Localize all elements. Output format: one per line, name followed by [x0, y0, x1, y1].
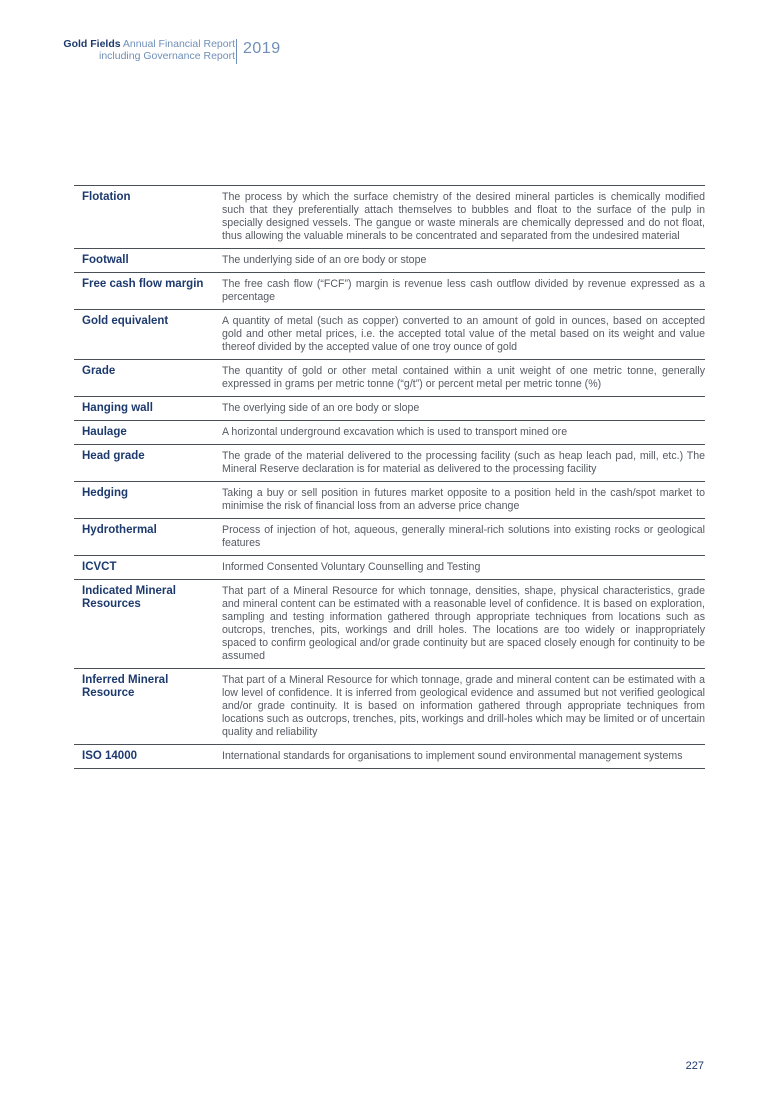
- glossary-row: [74, 669, 705, 745]
- glossary-definition: That part of a Mineral Resource for which tonnage, densities, shape, physical characteristics, grade and mineral content can be estimated with a reasonable level of confidence. It is based on exploration, sampling and testing information gathered through appropriate techniques from locations such as outcrops, trenches, pits, workings and drill holes. The locations are too widely or inappropriately spaced to confirm geological and/or grade continuity but are spaced closely enough for continuity to be assumed: [222, 585, 705, 662]
- glossary-term: Hedging: [82, 487, 128, 499]
- report-year: 2019: [243, 40, 281, 57]
- glossary-definition: The free cash flow (“FCF”) margin is revenue less cash outflow divided by revenue expressed as a percentage: [222, 278, 705, 303]
- glossary-term: Haulage: [82, 426, 127, 438]
- glossary-term: Hanging wall: [82, 402, 153, 414]
- glossary-term: Footwall: [82, 254, 129, 266]
- glossary-row: [74, 360, 705, 397]
- page-number: 227: [685, 1060, 704, 1072]
- glossary-row: [74, 310, 705, 360]
- glossary-definition: Process of injection of hot, aqueous, generally mineral-rich solutions into existing rocks or geological features: [222, 524, 705, 549]
- glossary-definition: Taking a buy or sell position in futures market opposite to a position held in the cash/spot market to minimise the risk of financial loss from an adverse price change: [222, 487, 705, 512]
- glossary-row: [74, 580, 705, 669]
- glossary-term: ICVCT: [82, 561, 117, 573]
- glossary-row: [74, 519, 705, 556]
- report-header: [60, 39, 280, 69]
- glossary-row: [74, 397, 705, 421]
- glossary-table: [74, 185, 705, 769]
- report-title-line2: including Governance Report: [99, 49, 235, 62]
- glossary-definition: Informed Consented Voluntary Counselling and Testing: [222, 561, 481, 573]
- glossary-row: [74, 186, 705, 249]
- glossary-term: Grade: [82, 365, 116, 377]
- glossary-row: [74, 482, 705, 519]
- glossary-row: [74, 249, 705, 273]
- header-divider: [236, 39, 237, 64]
- glossary-definition: The overlying side of an ore body or slope: [222, 402, 420, 414]
- glossary-definition: A quantity of metal (such as copper) converted to an amount of gold in ounces, based on accepted gold and other metal prices, i.e. the accepted total value of the metal based on its weight and value thereof divided by the accepted value of one troy ounce of gold: [222, 315, 705, 353]
- glossary-term: Inferred Mineral Resource: [82, 674, 169, 699]
- glossary-term: Flotation: [82, 191, 131, 203]
- glossary-term: Indicated Mineral Resources: [82, 585, 176, 610]
- brand-name: Gold Fields: [63, 38, 121, 50]
- glossary-definition: The underlying side of an ore body or stope: [222, 254, 427, 266]
- glossary-row: [74, 445, 705, 482]
- glossary-term: Free cash flow margin: [82, 278, 204, 290]
- glossary-definition: The quantity of gold or other metal contained within a unit weight of one metric tonne, generally expressed in grams per metric tonne (“g/t”) or percent metal per metric tonne (%): [222, 365, 705, 390]
- glossary-row: [74, 273, 705, 310]
- glossary-definition: International standards for organisations to implement sound environmental management systems: [222, 750, 683, 762]
- glossary-term: Head grade: [82, 450, 145, 462]
- glossary-row: [74, 745, 705, 769]
- glossary-term: ISO 14000: [82, 750, 137, 762]
- report-title-line1: Annual Financial Report: [120, 38, 235, 50]
- report-title: [63, 39, 235, 62]
- glossary-definition: The grade of the material delivered to the processing facility (such as heap leach pad, mill, etc.) The Mineral Reserve declaration is for material as delivered to the processing facility: [222, 450, 705, 475]
- glossary-term: Gold equivalent: [82, 315, 169, 327]
- glossary-row: [74, 421, 705, 445]
- glossary-definition: A horizontal underground excavation which is used to transport mined ore: [222, 426, 568, 438]
- glossary-row: [74, 556, 705, 580]
- glossary-definition: The process by which the surface chemistry of the desired mineral particles is chemically modified such that they preferentially attach themselves to bubbles and float to the surface of the pulp in specially designed vessels. The gangue or waste minerals are chemically depressed and do not float, thus allowing the valuable minerals to be concentrated and separated from the undesired material: [222, 191, 705, 242]
- glossary-definition: That part of a Mineral Resource for which tonnage, grade and mineral content can be estimated with a low level of confidence. It is inferred from geological evidence and assumed but not verified geological and/or grade continuity. It is based on information gathered through appropriate techniques from locations such as outcrops, trenches, pits, workings and drill-holes which may be limited or of uncertain quality and reliability: [222, 674, 705, 738]
- glossary-term: Hydrothermal: [82, 524, 157, 536]
